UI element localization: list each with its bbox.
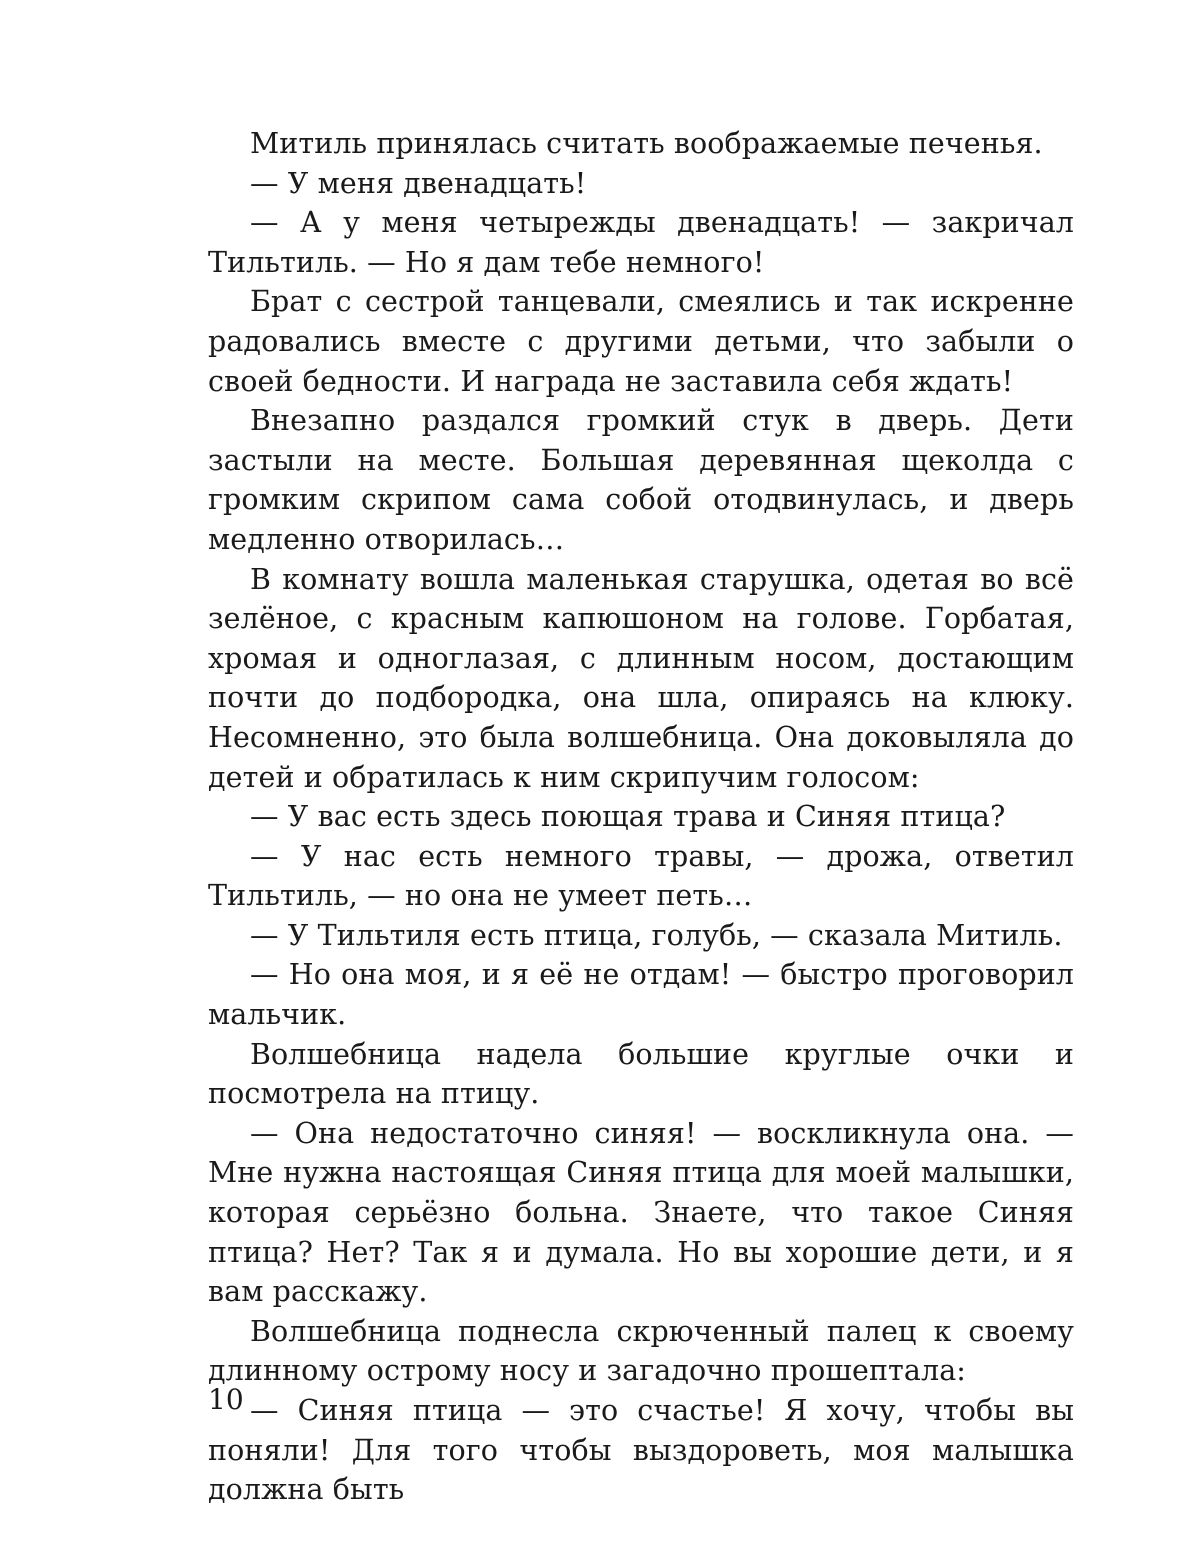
paragraph: — Она недостаточно синяя! — воскликнула она. — Мне нужна настоящая Синяя птица для моей малышки, которая серьёзно больна. Знаете, что такое Синяя птица? Нет? Так я и думала. Но вы хорошие дети, и я вам расскажу. bbox=[208, 1116, 1074, 1309]
paragraph: — У меня двенадцать! bbox=[250, 166, 587, 200]
paragraph: — У нас есть немного травы, — дрожа, ответил Тильтиль, — но она не умеет петь… bbox=[208, 839, 1074, 913]
paragraph: Волшебница надела большие круглые очки и посмотрела на птицу. bbox=[208, 1037, 1074, 1111]
paragraph: — Синяя птица — это счастье! Я хочу, чтобы вы поняли! Для того чтобы выздороветь, моя малышка должна быть bbox=[208, 1394, 1074, 1507]
paragraph: Митиль принялась считать воображаемые печенья. bbox=[250, 127, 1043, 160]
paragraph: — У вас есть здесь поющая трава и Синяя птица? bbox=[250, 800, 1006, 834]
paragraph: Волшебница поднесла скрюченный палец к своему длинному острому носу и загадочно прошептала: bbox=[208, 1314, 1074, 1388]
paragraph: — А у меня четырежды двенадцать! — закричал Тильтиль. — Но я дам тебе немного! bbox=[208, 206, 1074, 279]
paragraph: — У Тильтиля есть птица, голубь, — сказала Митиль. bbox=[250, 918, 1063, 952]
page-number: 10 bbox=[208, 1383, 244, 1416]
page-body bbox=[208, 124, 1074, 1510]
paragraph: В комнату вошла маленькая старушка, одетая во всё зелёное, с красным капюшоном на голове. Горбатая, хромая и одноглазая, с длинным носом, достающим почти до подбородка, она шла, опираясь на клюку. Несомненно, это была волшебница. Она доковыляла до детей и обратилась к ним скрипучим голосом: bbox=[208, 562, 1074, 794]
paragraph: Внезапно раздался громкий стук в дверь. Дети застыли на месте. Большая деревянная щеколда с громким скрипом сама собой отодвинулась, и дверь медленно отворилась… bbox=[208, 404, 1074, 556]
paragraph: — Но она моя, и я её не отдам! — быстро проговорил мальчик. bbox=[208, 958, 1074, 1032]
paragraph: Брат с сестрой танцевали, смеялись и так искренне радовались вместе с другими детьми, что забыли о своей бедности. И награда не заставила себя ждать! bbox=[208, 285, 1074, 398]
